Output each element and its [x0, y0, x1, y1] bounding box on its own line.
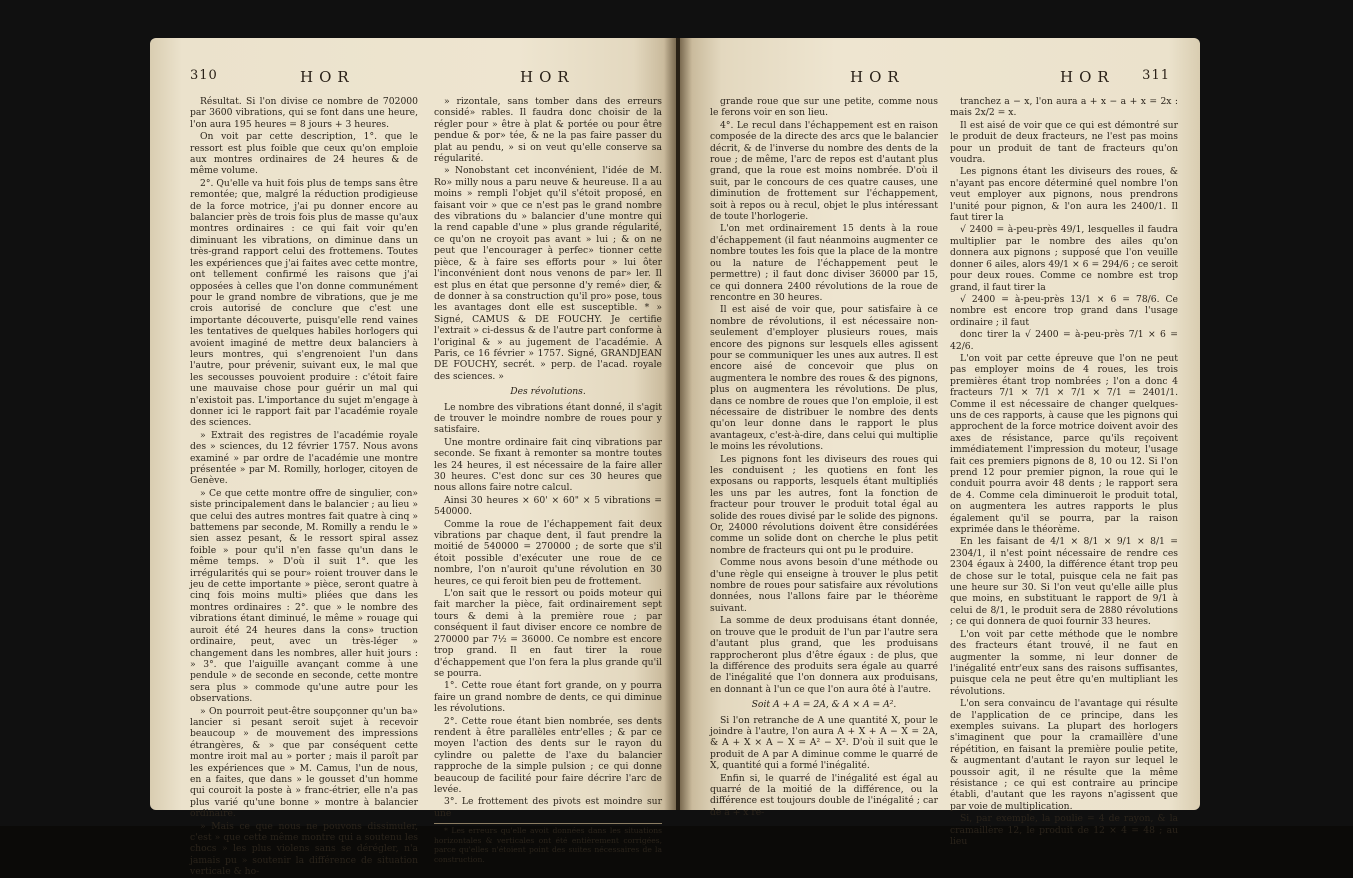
paragraph: 3°. Le frottement des pivots est moindre sur une [434, 796, 662, 819]
paragraph: » On pourroit peut-être soupçonner qu'un ba» lancier si pesant seroit sujet à recevoir beaucoup » de mouvement des impressions étrangères, & » que par conséquent cette montre iroit mal au » porter ; mais il paroît par les expériences que » M. Camus, l'un de nous, en a faites, que dans » le gousset d'un homme qui couroit la poste à » franc-étrier, elle n'a pas plus varié qu'une bonne » montre à balancier ordinaire. [190, 705, 418, 820]
paragraph: grande roue que sur une petite, comme nous le ferons voir en son lieu. [710, 96, 938, 119]
paragraph: tranchez a − x, l'on aura a + x − a + x = 2x : mais 2x/2 = x. [950, 96, 1178, 119]
paragraph: Le nombre des vibrations étant donné, il s'agit de trouver le moindre nombre de roues pour y satisfaire. [434, 401, 662, 436]
paragraph: L'on sera convaincu de l'avantage qui résulte de l'application de ce principe, dans les exemples suivans. La plupart des horlogers s'imaginent que pour la cramaillère d'une répétition, en faisant la première poulie petite, & augmentant d'autant le rayon sur lequel le poussoir agit, il ne résulte que la même résistance ; ce qui est contraire au principe établi, d'autant que les rayons n'agissent que par voie de multiplication. [950, 698, 1178, 812]
paragraph: Résultat. Si l'on divise ce nombre de 702000 par 3600 vibrations, qui se font dans une heure, l'on aura 195 heures = 8 jours + 3 heures. [190, 96, 418, 130]
section-heading: Des révolutions. [510, 386, 586, 398]
paragraph: L'on voit par cette méthode que le nombre des fracteurs étant trouvé, il ne faut en augmenter la somme, ni leur donner de l'inégalité entr'eux sans des raisons suffisantes, puisque cela ne peut être qu'en multipliant les révolutions. [950, 628, 1178, 697]
paragraph: L'on met ordinairement 15 dents à la roue d'échappement (il faut néanmoins augmenter ce nombre toutes les fois que la place de la montre ou la nature de l'échappement peut le permettre) ; il faut donc diviser 36000 par 15, ce qui donnera 2400 révolutions de la roue de rencontre en 30 heures. [710, 223, 938, 303]
paragraph: La somme de deux produisans étant donnée, on trouve que le produit de l'un par l'autre sera d'autant plus grand, que les produisans rapprocheront plus d'être égaux : de plus, que la différence des produits sera égale au quarré de l'inégalité que l'on donnera aux produisans, en donnant à l'un ce que l'on aura ôté à l'autre. [710, 615, 938, 695]
left-column-2 [434, 96, 662, 864]
left-head-word-2: HOR [520, 68, 575, 86]
left-head-word-1: HOR [300, 68, 355, 86]
paragraph: » Ce que cette montre offre de singulier, con» siste principalement dans le balancier ; au lieu » que celui des autres montres fait quatre à cinq » battemens par seconde, M. Romilly a rendu le » sien assez pesant, & le ressort spiral assez foible » pour qu'il n'en fasse qu'un dans le même temps. » D'où il suit 1°. que les irrégularités qui se pour» roient trouver dans le jeu de cette importante » pièce, seront quatre à cinq fois moins multi» pliées que dans les montres ordinaires : 2°. que » le nombre des vibrations étant diminué, le même » rouage qui auroit été 24 heures dans la cons» truction ordinaire, peut, avec un très-léger » changement dans les nombres, aller huit jours : » 3°. que l'aiguille avançant comme à une pendule » de seconde en seconde, cette montre sera plus » commode qu'une autre pour les observations. [190, 487, 418, 705]
footnote: * Les erreurs qu'elle avoit données dans les situations horizontales & verticales ont été entièrement corrigées, parce qu'elles n'étoient point des suites nécessaires de la construction. [434, 823, 662, 864]
paragraph: Enfin si, le quarré de l'inégalité est égal au quarré de la moitié de la différence, ou la différence est toujours double de l'inégalité ; car de a + x re- [710, 772, 938, 818]
paragraph: donc tirer la √ 2400 = à-peu-près 7/1 × 6 = 42/6. [950, 329, 1178, 352]
paragraph: Ainsi 30 heures × 60' × 60" × 5 vibrations = 540000. [434, 494, 662, 518]
paragraph: 2°. Cette roue étant bien nombrée, ses dents rendent à être parallèles entr'elles ; & par ce moyen l'action des dents sur le rayon du cylindre ou palette de l'axe du balancier rapproche de la simple pulsion ; ce qui donne beaucoup de facilité pour faire décrire l'arc de levée. [434, 715, 662, 795]
left-page [150, 38, 676, 878]
right-head-word-2: HOR [1060, 68, 1115, 86]
paragraph: 1°. Cette roue étant fort grande, on y pourra faire un grand nombre de dents, ce qui diminue les révolutions. [434, 680, 662, 715]
right-column-2 [950, 96, 1178, 847]
paragraph: 2°. Qu'elle va huit fois plus de temps sans être remontée; que, malgré la réduction prodigieuse de la force motrice, j'ai pu donner encore au balancier près de trois fois plus de masse qu'aux montres ordinaires : ce qui fait voir qu'en diminuant les vibrations, on diminue dans un très-grand rapport celui des frottemens. Toutes les expériences que j'ai faites avec cette montre, ont tellement confirmé les raisons que j'ai opposées à celles que l'on donne communément pour le grand nombre de vibrations, que je me crois autorisé de conclure que c'est une importante découverte, puisqu'elle rend vaines les tentatives de quelques habiles horlogers qui avoient imaginé de mettre deux balanciers à leurs montres, qui s'engrenoient l'un dans l'autre, pour prévenir, suivant eux, le mal que les secousses pouvoient produire : c'étoit faire une mauvaise chose pour guérir un mal qui n'existoit pas. L'importance du sujet m'engage à donner ici le rapport fait par l'académie royale des sciences. [190, 177, 418, 429]
paragraph: » Nonobstant cet inconvénient, l'idée de M. Ro» milly nous a paru neuve & heureuse. Il a au moins » rempli l'objet qu'il s'étoit proposé, en faisant voir » que ce n'est pas le grand nombre des vibrations du » balancier d'une montre qui la rend capable d'une » plus grande régularité, ce qu'on ne croyoit pas avant » lui ; & on ne peut que l'encourager à perfec» tionner cette pièce, & à faire ses efforts pour » lui ôter l'inconvénient dont nous venons de par» ler. Il est plus en état que personne d'y remé» dier, & de donner à sa construction qu'il pro» pose, tous les avantages dont elle est susceptible. * » Signé, CAMUS & DE FOUCHY. Je certifie l'extrait » ci-dessus & de l'autre part conforme à l'original & » au jugement de l'académie. A Paris, ce 16 février » 1757. Signé, GRANDJEAN DE FOUCHY, secrét. » perp. de l'acad. royale des sciences. » [434, 165, 662, 382]
paragraph: Si l'on retranche de A une quantité X, pour le joindre à l'autre, l'on aura A + X + A − X = 2A, & A + X × A − X = A² − X². D'où il suit que le produit de A par A diminue comme le quarré de X, quantité qui a formé l'inégalité. [710, 714, 938, 772]
paragraph: Il est aisé de voir que ce qui est démontré sur le produit de deux fracteurs, ne l'est pas moins pour un produit de tant de fracteurs qu'on voudra. [950, 119, 1178, 166]
paragraph: Comme nous avons besoin d'une méthode ou d'une règle qui enseigne à trouver le plus petit nombre de roues pour satisfaire aux révolutions données, nous l'allons faire par le théorème suivant. [710, 557, 938, 614]
paragraph: L'on sait que le ressort ou poids moteur qui fait marcher la pièce, fait ordinairement sept tours & demi à la première roue ; par conséquent il faut diviser encore ce nombre de 270000 par 7½ = 36000. Ce nombre est encore trop grand. Il en faut tirer la roue d'échappement que l'on fera la plus grande qu'il se pourra. [434, 588, 662, 679]
paragraph: Si, par exemple, la poulie = 4 de rayon, & la cramaillère 12, le produit de 12 × 4 = 48 ; au lieu [950, 813, 1178, 847]
right-running-head [720, 68, 1170, 90]
paragraph: On voit par cette description, 1°. que le ressort est plus foible que ceux qu'on emploie aux montres ordinaires de 24 heures & de même volume. [190, 131, 418, 177]
paragraph: Il est aisé de voir que, pour satisfaire à ce nombre de révolutions, il est nécessaire non-seulement d'employer plusieurs roues, mais encore des pignons sur lesquels elles agissent pour se communiquer les unes aux autres. Il est encore aisé de concevoir que plus on augmentera le nombre des roues & des pignons, plus on augmentera les révolutions. De plus, dans ce nombre de roues que l'on emploie, il est nécessaire de distribuer le nombre des dents qu'on leur donne dans le rapport le plus avantageux, c'est-à-dire, dans celui qui multiplie le moins les révolutions. [710, 304, 938, 453]
paragraph: √ 2400 = à-peu-près 13/1 × 6 = 78/6. Ce nombre est encore trop grand dans l'usage ordinaire ; il faut [950, 293, 1178, 328]
paragraph: » rizontale, sans tomber dans des erreurs considé» rables. Il faudra donc choisir de la régler pour » être à plat & portée ou pour être pendue & por» tée, & ne la pas faire passer du plat au pendu, » si on veut qu'elle conserve sa régularité. [434, 96, 662, 165]
paragraph: L'on voit par cette épreuve que l'on ne peut pas employer moins de 4 roues, les trois premières étant trop nombrées ; l'on a donc 4 fracteurs 7/1 × 7/1 × 7/1 × 7/1 = 2401/1. Comme il est nécessaire de changer quelques-uns de ces rapports, à cause que les pignons qui approchent de la force motrice doivent avoir des axes de résistance, parce qu'ils reçoivent immédiatement l'impression du moteur, l'usage fait ces premiers pignons de 8, 10 ou 12. Si l'on prend 12 pour premier pignon, la roue qui le conduit pourra avoir 48 dents ; le rapport sera de 4. Comme cela diminueroit le produit total, on augmentera les autres rapports le plus également qu'il se pourra, par la raison exprimée dans le théorème. [950, 352, 1178, 536]
book-gutter [664, 38, 692, 810]
paragraph: » Mais ce que nous ne pouvons dissimuler, c'est » que cette même montre qui a soutenu les chocs » les plus violens sans se dérégler, n'a jamais pu » soutenir la différence de situation verticale & ho- [190, 820, 418, 878]
paragraph: 4°. Le recul dans l'échappement est en raison composée de la directe des arcs que le balancier décrit, & de l'inverse du nombre des dents de la roue ; de même, l'arc de repos est d'autant plus grand, que la roue est moins nombrée. D'où il suit, par le concours de ces quatre causes, une diminution de frottement sur l'échappement, soit à repos ou à recul, objet le plus intéressant de toute l'horlogerie. [710, 119, 938, 223]
paragraph: Comme la roue de l'échappement fait deux vibrations par chaque dent, il faut prendre la moitié de 540000 = 270000 ; de sorte que s'il étoit possible d'exécuter une roue de ce nombre, l'on n'auroit qu'une révolution en 30 heures, ce qui feroit bien peu de frottement. [434, 518, 662, 587]
left-running-head [190, 68, 646, 90]
paragraph: » Extrait des registres de l'académie royale des » sciences, du 12 février 1757. Nous avons examiné » par ordre de l'académie une montre présentée » par M. Romilly, horloger, citoyen de Genève. [190, 429, 418, 487]
paragraph: Les pignons étant les diviseurs des roues, & n'ayant pas encore déterminé quel nombre l'on veut employer aux pignons, nous prendrons l'unité pour pignon, & l'on aura les 2400/1. Il faut tirer la [950, 166, 1178, 224]
right-head-word-1: HOR [850, 68, 905, 86]
right-page-number: 311 [1142, 68, 1170, 83]
formula: Soit A + A = 2A, & A × A = A². [751, 699, 897, 711]
paragraph: En les faisant de 4/1 × 8/1 × 9/1 × 8/1 = 2304/1, il n'est point nécessaire de rendre ces 2304 égaux à 2400, la différence étant trop peu de chose sur le total, puisque cela ne fait pas une heure sur 30. Si l'on veut qu'elle aille plus que moins, en substituant le rapport de 9/1 à celui de 8/1, le produit sera de 2880 révolutions ; ce qui donnera de quoi fournir 33 heures. [950, 536, 1178, 628]
right-column-1 [710, 96, 938, 818]
left-column-1 [190, 96, 418, 878]
right-page [680, 38, 1200, 847]
paragraph: Une montre ordinaire fait cinq vibrations par seconde. Se fixant à remonter sa montre toutes les 24 heures, il est nécessaire de la faire aller 30 heures. C'est donc sur ces 30 heures que nous allons faire notre calcul. [434, 436, 662, 494]
paragraph: √ 2400 = à-peu-près 49/1, lesquelles il faudra multiplier par le nombre des ailes qu'on donnera aux pignons ; supposé que l'on veuille donner 6 ailes, alors 49/1 × 6 = 294/6 ; ce seroit pour deux roues. Comme ce nombre est trop grand, il faut tirer la [950, 224, 1178, 293]
paragraph: Les pignons font les diviseurs des roues qui les conduisent ; les quotiens en font les exposans ou rapports, lesquels étant multipliés les uns par les autres, font la fonction de fracteur pour trouver le produit total égal au solide des roues divisé par le solide des pignons. Or, 24000 révolutions doivent être considérées comme un solide dont on cherche le plus petit nombre de fracteurs qui ont pu le produire. [710, 453, 938, 556]
left-page-number: 310 [190, 68, 218, 83]
